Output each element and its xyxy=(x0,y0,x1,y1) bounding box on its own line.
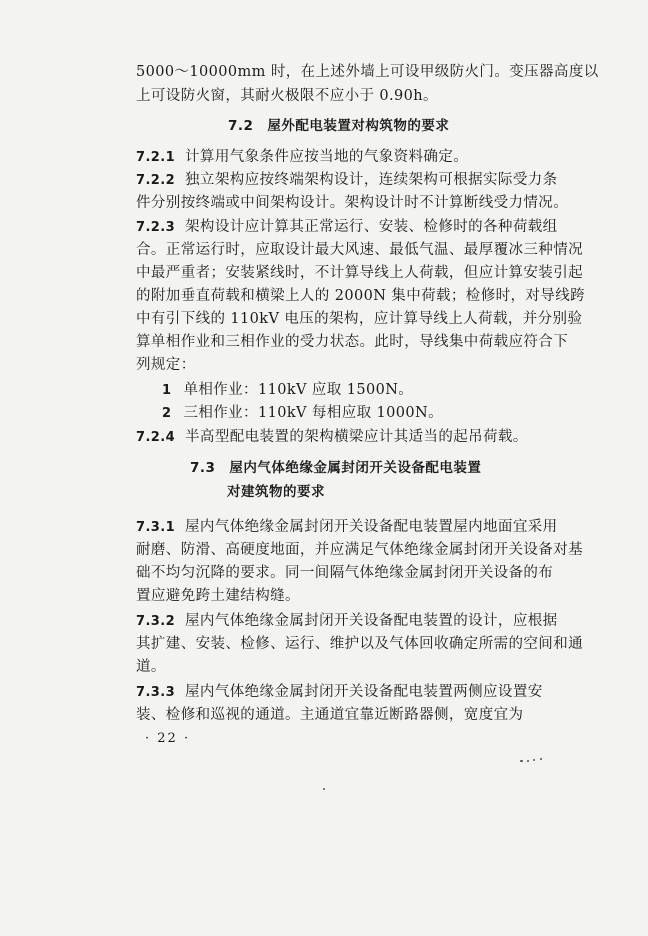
paragraph-line: 置应避免跨土建结构缝。 xyxy=(136,588,300,604)
paragraph-line: 道。 xyxy=(136,659,166,675)
scan-speck xyxy=(323,788,325,790)
paragraph-line: 合。正常运行时，应取设计最大风速、最低气温、最厚覆冰三种情况 xyxy=(136,242,583,258)
scan-speck xyxy=(527,760,529,762)
list-item xyxy=(162,381,413,400)
list-item-text: 单相作业：110kV 应取 1500N。 xyxy=(183,382,414,398)
paragraph-line: 中有引下线的 110kV 电压的架构，应计算导线上人荷载，并分别验 xyxy=(136,311,583,327)
paragraph-line: 础不均匀沉降的要求。同一间隔气体绝缘金属封闭开关设备的布 xyxy=(136,565,554,581)
paragraph-line: 中最严重者；安装紧线时，不计算导线上人荷载，但应计算安装引起 xyxy=(136,265,583,281)
paragraph-line: 其扩建、安装、检修、运行、维护以及气体回收确定所需的空间和通 xyxy=(136,636,583,652)
clause-number: 7.3.3 xyxy=(136,685,176,700)
list-item xyxy=(162,404,443,423)
clause-7-2-4 xyxy=(136,428,528,447)
paragraph-line: 上可设防火窗，其耐火极限不应小于 0.90h。 xyxy=(136,88,438,104)
scan-speck xyxy=(540,758,542,760)
list-item-number: 2 xyxy=(162,406,172,421)
clause-number: 7.2.2 xyxy=(136,173,176,188)
clause-number: 7.3.2 xyxy=(136,614,176,629)
clause-7-3-2 xyxy=(136,612,558,631)
clause-7-2-1 xyxy=(136,148,468,167)
clause-7-3-3 xyxy=(136,683,543,702)
clause-text: 屋内气体绝缘金属封闭开关设备配电装置屋内地面宜采用 xyxy=(185,519,558,535)
paragraph-line: 耐磨、防滑、高硬度地面，并应满足气体绝缘金属封闭开关设备对基 xyxy=(136,542,583,558)
clause-number: 7.2.4 xyxy=(136,430,176,445)
paragraph-line: 5000～10000mm 时，在上述外墙上可设甲级防火门。变压器高度以 xyxy=(136,64,599,80)
paragraph-line: 装、检修和巡视的通道。主通道宜靠近断路器侧，宽度宜为 xyxy=(136,707,524,723)
clause-7-2-3 xyxy=(136,218,558,237)
clause-text: 屋内气体绝缘金属封闭开关设备配电装置的设计，应根据 xyxy=(185,613,558,629)
section-heading-7-3-cont: 对建筑物的要求 xyxy=(227,484,325,500)
clause-text: 架构设计应计算其正常运行、安装、检修时的各种荷载组 xyxy=(185,219,558,235)
paragraph-line: 算单相作业和三相作业的受力状态。此时，导线集中荷载应符合下 xyxy=(136,334,569,350)
paragraph-line: 列规定： xyxy=(136,357,196,373)
clause-7-2-2 xyxy=(136,171,558,190)
paragraph-line: 件分别按终端或中间架构设计。架构设计时不计算断线受力情况。 xyxy=(136,195,569,211)
paragraph-line: 的附加垂直荷载和横梁上人的 2000N 集中荷载；检修时，对导线跨 xyxy=(136,288,586,304)
list-item-number: 1 xyxy=(162,383,172,398)
scan-speck xyxy=(520,760,523,762)
section-heading-7-3: 7.3 屋内气体绝缘金属封闭开关设备配电装置 xyxy=(190,460,482,476)
clause-text: 半高型配电装置的架构横梁应计其适当的起吊荷载。 xyxy=(185,429,528,445)
clause-text: 计算用气象条件应按当地的气象资料确定。 xyxy=(185,149,469,165)
clause-text: 屋内气体绝缘金属封闭开关设备配电装置两侧应设置安 xyxy=(185,684,543,700)
list-item-text: 三相作业：110kV 每相应取 1000N。 xyxy=(183,405,443,421)
clause-text: 独立架构应按终端架构设计，连续架构可根据实际受力条 xyxy=(185,172,558,188)
section-heading-7-2: 7.2 屋外配电装置对构筑物的要求 xyxy=(228,118,450,134)
clause-number: 7.3.1 xyxy=(136,520,176,535)
page-number: · 22 · xyxy=(145,731,191,746)
clause-number: 7.2.3 xyxy=(136,220,176,235)
clause-7-3-1 xyxy=(136,518,558,537)
clause-number: 7.2.1 xyxy=(136,150,176,165)
scan-speck xyxy=(533,759,535,761)
